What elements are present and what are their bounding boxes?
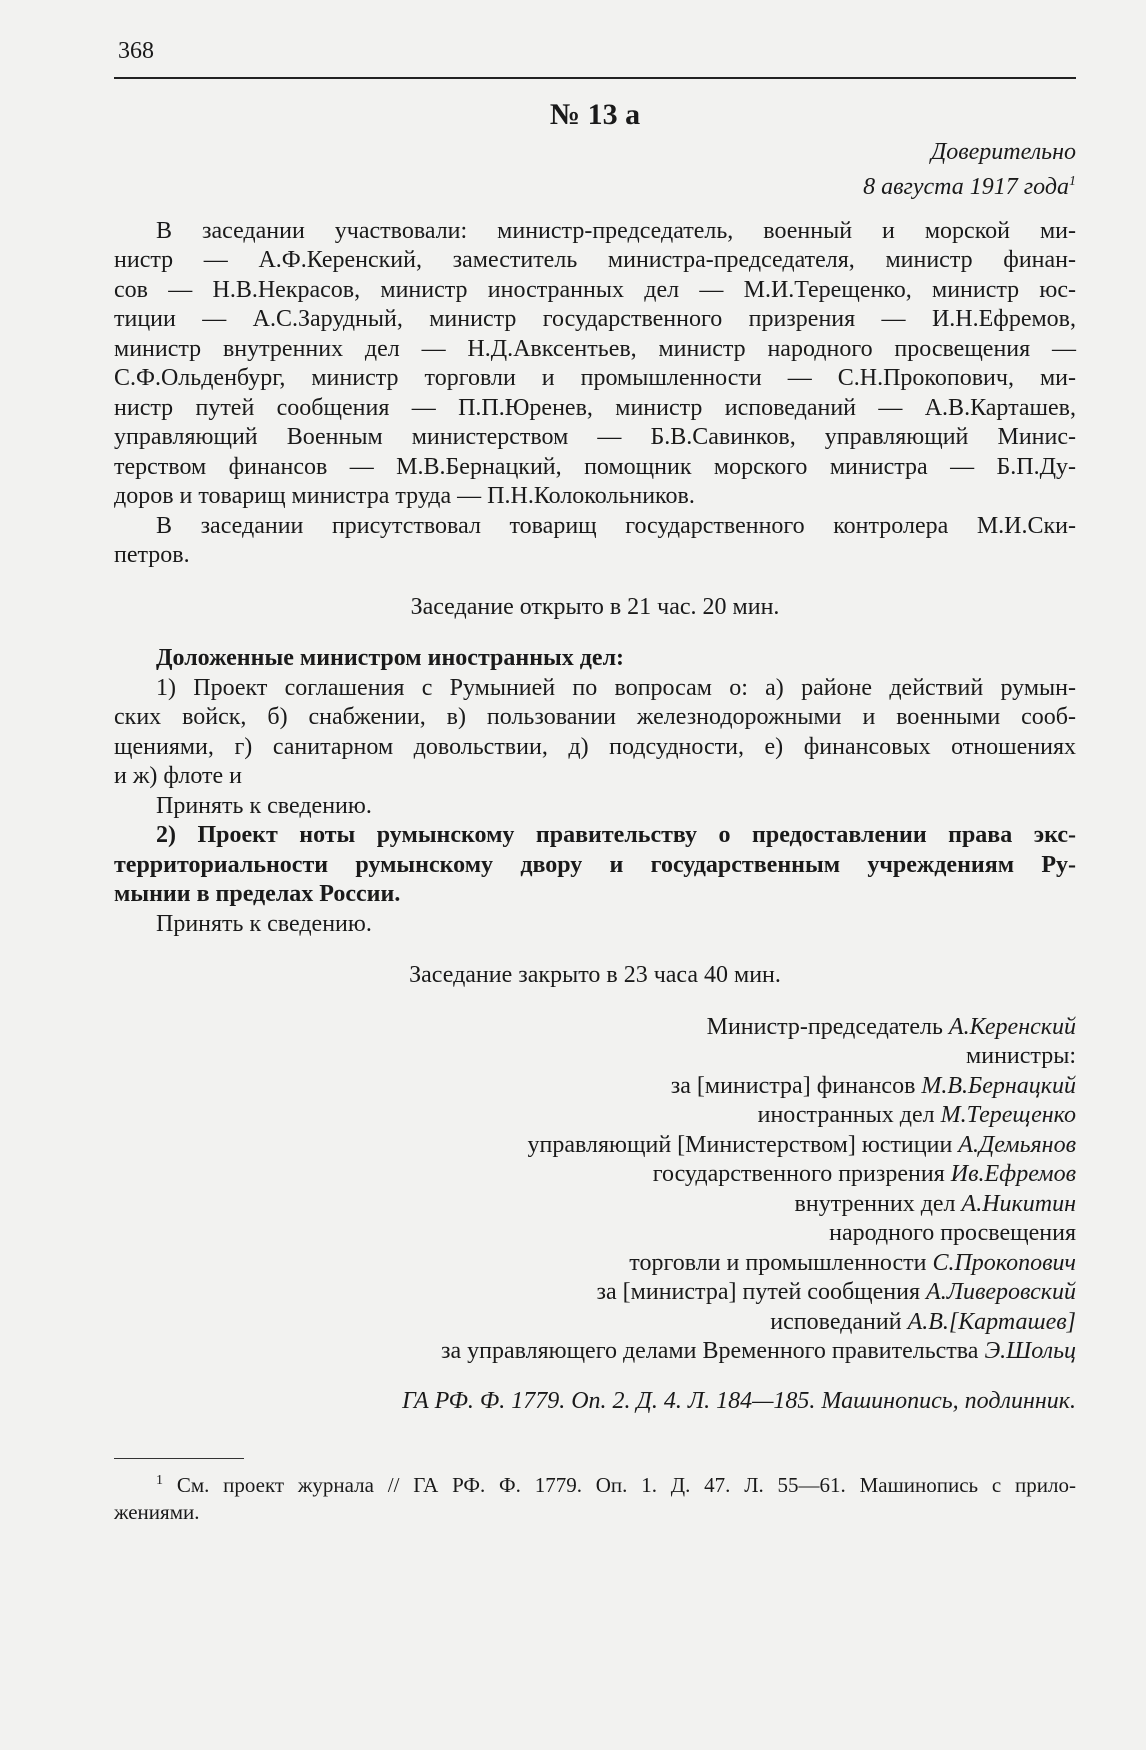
signature-title: за управляющего делами Временного правительства	[440, 1338, 985, 1364]
item-1-line: ских войск, б) снабжении, в) пользовании железнодорожными и военными сооб-	[114, 704, 1076, 730]
signature-name: Ив.Ефремов	[950, 1161, 1076, 1187]
signatures-block	[114, 1013, 1076, 1367]
item-1-line: щениями, г) санитарном довольствии, д) подсудности, е) финансовых отношениях	[114, 733, 1076, 760]
signature-line	[114, 1249, 1076, 1279]
signature-name: А.Керенский	[948, 1013, 1076, 1040]
signature-line	[114, 1131, 1076, 1161]
participants-line: управляющий Военным министерством — Б.В.Савинков, управляющий Минис-	[114, 424, 1076, 450]
participants-line: министр внутренних дел — Н.Д.Авксентьев, министр народного просвещения —	[114, 335, 1076, 362]
signature-line	[114, 1308, 1076, 1338]
signature-title: министры:	[966, 1043, 1076, 1069]
page-number: 368	[118, 38, 154, 64]
signature-title: за [министра] финансов	[670, 1072, 922, 1099]
footnote	[114, 1467, 1076, 1526]
signature-name: М.Терещенко	[940, 1102, 1076, 1128]
footnote-mark: 1	[156, 1473, 163, 1488]
participants-line: терством финансов — М.В.Бернацкий, помощник морского министра — Б.П.Ду-	[114, 453, 1076, 480]
item-2-line: территориальности румынскому двору и государственным учреждениям Ру-	[114, 851, 1076, 878]
document-number: № 13 а	[549, 98, 641, 131]
signature-name: А.Ливеровский	[926, 1279, 1076, 1305]
session-opened: Заседание открыто в 21 час. 20 мин.	[410, 593, 780, 620]
signature-title: торговли и промышленности	[629, 1249, 933, 1276]
footnote-line: жениями.	[114, 1500, 200, 1524]
footnote-rule	[114, 1458, 244, 1459]
signature-name: А.Никитин	[961, 1190, 1076, 1217]
signature-line	[114, 1072, 1076, 1102]
signature-title: внутренних дел	[794, 1190, 962, 1217]
header-rule	[114, 77, 1076, 79]
participants-line: доров и товарищ министра труда — П.Н.Колокольников.	[114, 483, 695, 509]
signature-line	[114, 1337, 1076, 1367]
item-1-line: 1) Проект соглашения с Румынией по вопросам о: а) районе действий румын-	[156, 674, 1076, 701]
present-line: петров.	[114, 542, 190, 568]
signature-line	[114, 1219, 1076, 1249]
signature-title: Министр-председатель	[706, 1013, 949, 1040]
participants-line: нистр путей сообщения — П.П.Юренев, министр исповеданий — А.В.Карташев,	[114, 394, 1076, 421]
item-1-decision: Принять к сведению.	[156, 792, 372, 819]
footnote-text: См. проект журнала // ГА РФ. Ф. 1779. Оп. 1. Д. 47. Л. 55—61. Машинопись с прило-	[176, 1473, 1076, 1497]
signature-name: Э.Шольц	[984, 1338, 1076, 1364]
item-2-decision: Принять к сведению.	[156, 910, 372, 937]
signature-line	[114, 1278, 1076, 1308]
signature-name: А.Демьянов	[958, 1131, 1076, 1158]
item-2	[114, 821, 1076, 910]
archive-source: ГА РФ. Ф. 1779. Оп. 2. Д. 4. Л. 184—185. Машинопись, подлинник.	[402, 1387, 1076, 1414]
participants-line: сов — Н.В.Некрасов, министр иностранных дел — М.И.Терещенко, министр юс-	[114, 276, 1076, 303]
signature-name: А.В.[Карташев]	[907, 1308, 1076, 1335]
signature-name: С.Прокопович	[932, 1249, 1076, 1276]
item-1-line: и ж) флоте и	[114, 763, 243, 789]
document-body	[114, 100, 1076, 1526]
session-closed: Заседание закрыто в 23 часа 40 мин.	[409, 962, 781, 988]
signature-title: за [министра] путей сообщения	[596, 1279, 927, 1305]
confidential-mark: Доверительно	[930, 138, 1076, 165]
participants-line: тиции — А.С.Зарудный, министр государственного призрения — И.Н.Ефремов,	[114, 306, 1076, 332]
document-date	[114, 167, 1076, 203]
item-2-line: мынии в пределах России.	[114, 881, 401, 907]
signature-line	[114, 1101, 1076, 1131]
signature-name: М.В.Бернацкий	[921, 1072, 1076, 1099]
participants-line: С.Ф.Ольденбург, министр торговли и промышленности — С.Н.Прокопович, ми-	[114, 365, 1076, 391]
signature-line	[114, 1190, 1076, 1220]
present-paragraph	[114, 512, 1076, 571]
item-2-line: 2) Проект ноты румынскому правительству о предоставлении права экс-	[156, 822, 1076, 848]
participants-line: В заседании участвовали: министр-председатель, военный и морской ми-	[156, 217, 1076, 244]
signature-title: иностранных дел	[757, 1102, 941, 1128]
item-1	[114, 674, 1076, 792]
signature-title: исповеданий	[770, 1308, 908, 1335]
footnote-line	[114, 1467, 1076, 1499]
participants-line: нистр — А.Ф.Керенский, заместитель министра-председателя, министр финан-	[114, 247, 1076, 273]
signature-title: управляющий [Министерством] юстиции	[527, 1131, 959, 1158]
signature-title: государственного призрения	[652, 1161, 951, 1187]
signature-line	[114, 1160, 1076, 1190]
reported-heading: Доложенные министром иностранных дел:	[156, 645, 625, 671]
date-text: 8 августа 1917 года	[863, 174, 1069, 200]
present-line: В заседании присутствовал товарищ государственного контролера М.И.Ски-	[156, 512, 1076, 539]
date-footnote-mark: 1	[1069, 174, 1076, 189]
participants-paragraph	[114, 217, 1076, 512]
signature-title: народного просвещения	[829, 1220, 1076, 1246]
signature-line	[114, 1013, 1076, 1043]
signature-line	[114, 1042, 1076, 1072]
